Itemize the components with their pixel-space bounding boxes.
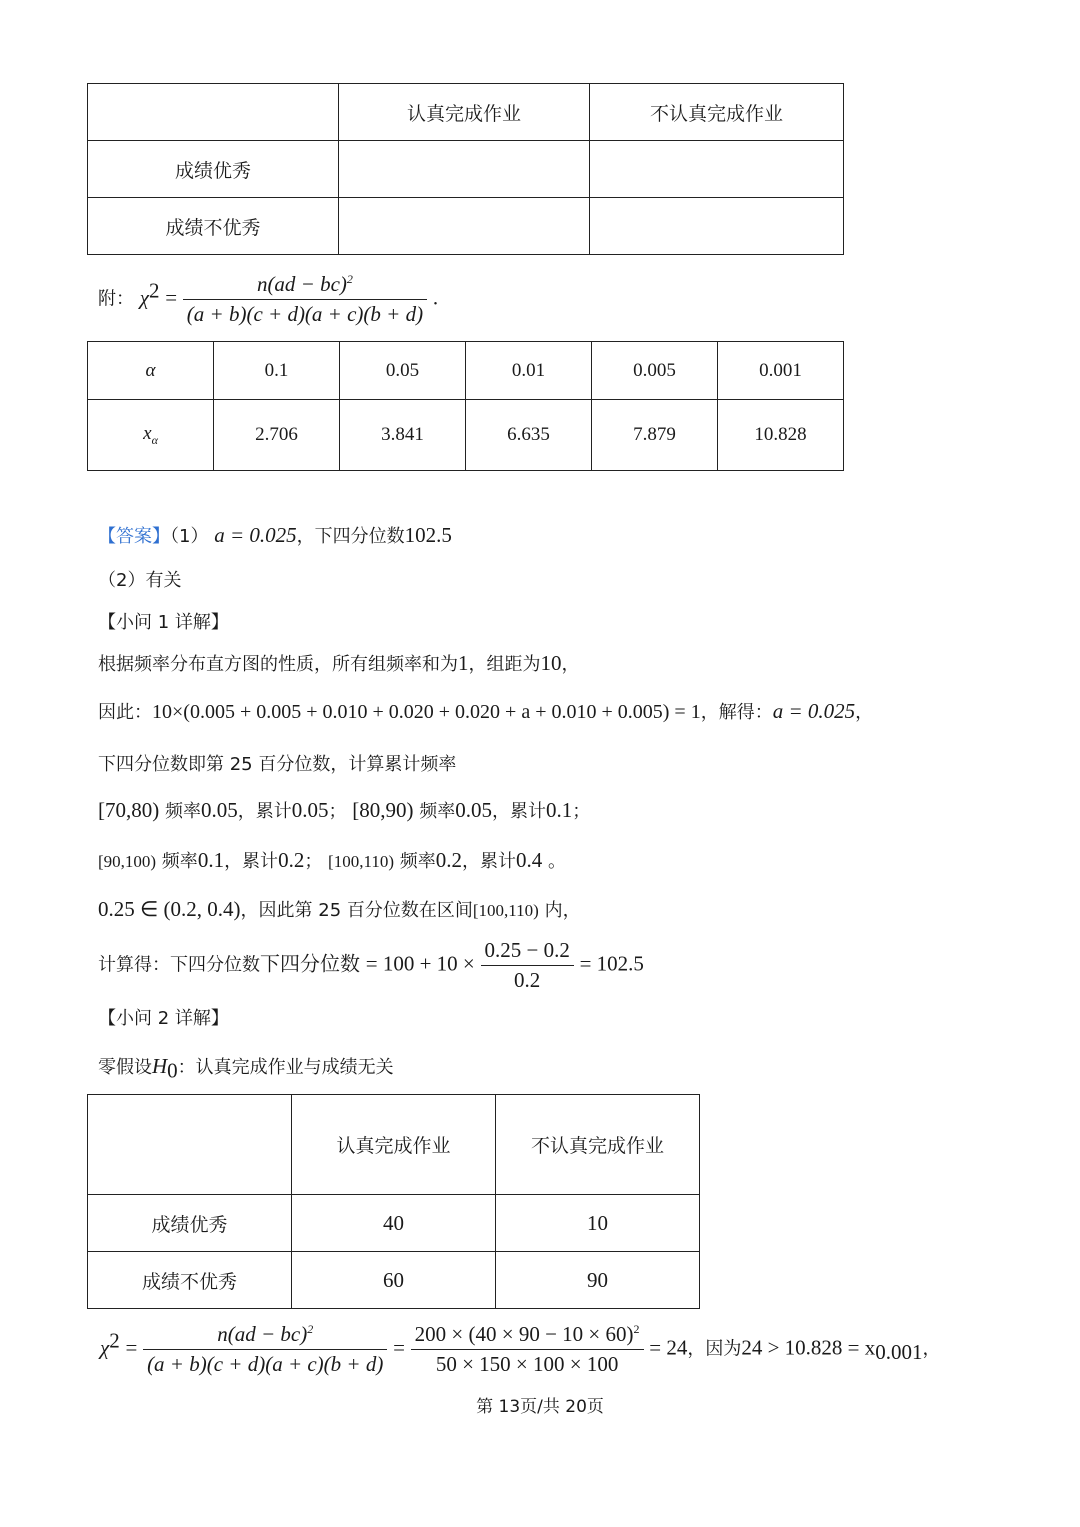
sub2-heading: 【小问 2 详解】 — [98, 1008, 229, 1029]
alpha-value: 0.1 — [214, 342, 340, 400]
answer-part1-text: ，下四分位数 — [296, 526, 405, 547]
cum-label: ，累计 — [491, 801, 546, 822]
x-alpha-value: 6.635 — [466, 400, 592, 471]
cum-value: 0.1 — [545, 798, 573, 822]
sub1-l1-end: ， — [561, 654, 580, 675]
sub1-line4 — [98, 797, 590, 823]
cum-value: 0.05 — [291, 798, 329, 822]
cum-label: ，累计 — [461, 851, 516, 872]
table-cell — [88, 84, 339, 141]
x-alpha-label — [88, 400, 214, 471]
separator: 。 — [542, 851, 566, 872]
sub1-l7-fraction — [481, 938, 574, 993]
table-row — [88, 1195, 700, 1252]
calc-fraction-1 — [143, 1322, 387, 1377]
table-row — [88, 1252, 700, 1309]
calc-eq2: = — [393, 1335, 405, 1360]
sub1-l7-prefix: 计算得：下四分位数 — [98, 954, 260, 976]
formula-numerator: n(ad − bc) — [256, 272, 347, 296]
table-cell — [590, 141, 844, 198]
x-alpha-value: 7.879 — [592, 400, 718, 471]
x-alpha-value: 3.841 — [340, 400, 466, 471]
calc-num2-sup: 2 — [633, 1322, 640, 1336]
sub1-l2-result: a = 0.025 — [772, 699, 856, 723]
contingency-table-filled — [87, 1094, 700, 1309]
calc-compare: 24 > 10.828 = x — [741, 1335, 876, 1360]
calc-den1: (a + b)(c + d)(a + c)(b + d) — [147, 1352, 384, 1376]
calc-num1: n(ad − bc) — [217, 1322, 308, 1346]
separator: ； — [572, 801, 591, 822]
table-cell: 90 — [496, 1252, 700, 1309]
x-alpha-sub: α — [151, 432, 158, 447]
sub1-l6-math: 0.25 ∈ (0.2, 0.4) — [98, 897, 241, 921]
answer-part1-prefix: （1） — [170, 526, 209, 547]
alpha-value: 0.005 — [592, 342, 718, 400]
table-cell: 40 — [292, 1195, 496, 1252]
sub1-l2-prefix: 因此： — [98, 702, 152, 723]
chi-square-calculation — [100, 1322, 941, 1377]
freq-value: 0.2 — [435, 848, 462, 872]
calc-eq1: = — [125, 1335, 138, 1360]
answer-tag: 【答案】 — [98, 526, 170, 547]
table-cell — [339, 141, 590, 198]
freq-label: 频率 — [413, 801, 456, 822]
null-hypothesis — [98, 1053, 394, 1084]
formula-lhs-sup: 2 — [148, 278, 160, 303]
sub1-l1-text: 根据频率分布直方图的性质，所有组频率和为 — [98, 654, 458, 675]
freq-value: 0.05 — [200, 798, 238, 822]
answer-part1-value: 102.5 — [404, 523, 452, 547]
sub1-l7-label: 下四分位数 — [260, 951, 360, 976]
h0-sub: 0 — [167, 1058, 178, 1083]
calc-den2: 50 × 150 × 100 × 100 — [435, 1352, 619, 1376]
sub1-l6-interval: [100,110) — [472, 901, 539, 920]
calc-lhs: χ — [100, 1335, 110, 1360]
freq-value: 0.05 — [455, 798, 492, 822]
formula-label: 附： — [98, 288, 134, 310]
calc-num1-sup: 2 — [307, 1322, 314, 1336]
sub1-line7 — [98, 938, 644, 993]
freq-value: 0.1 — [197, 848, 225, 872]
table-header-row — [88, 1095, 700, 1195]
x-alpha-symbol: x — [143, 422, 152, 444]
sub1-l2-end: ， — [855, 702, 874, 723]
freq-label: 频率 — [394, 851, 436, 872]
h0-prefix: 零假设 — [98, 1057, 152, 1078]
sub1-line2 — [98, 698, 873, 724]
cum-label: ，累计 — [224, 851, 279, 872]
sub1-l7-math: = 100 + 10 × — [365, 951, 475, 976]
sub1-l7-num: 0.25 − 0.2 — [481, 938, 574, 966]
sub1-l1-v2: 10 — [540, 651, 562, 675]
sub1-line1 — [98, 650, 580, 676]
table-cell: 认真完成作业 — [339, 84, 590, 141]
sub1-l7-den: 0.2 — [514, 968, 541, 992]
x-alpha-value: 2.706 — [214, 400, 340, 471]
calc-text: ，因为 — [687, 1338, 742, 1360]
alpha-value: 0.001 — [718, 342, 844, 400]
formula-fraction — [183, 272, 427, 327]
calc-num2: 200 × (40 × 90 − 10 × 60) — [414, 1322, 634, 1346]
critical-value-table — [87, 341, 844, 471]
formula-denominator: (a + b)(c + d)(a + c)(b + d) — [186, 302, 424, 326]
sub1-line6 — [98, 896, 581, 922]
x-alpha-row — [88, 400, 844, 471]
cum-value: 0.2 — [278, 848, 305, 872]
formula-numerator-sup: 2 — [346, 272, 353, 286]
sub1-l7-result: = 102.5 — [579, 951, 644, 976]
calc-fraction-2 — [411, 1322, 644, 1377]
interval: [100,110) — [328, 852, 394, 871]
alpha-value: 0.01 — [466, 342, 592, 400]
cum-value: 0.4 — [515, 848, 543, 872]
formula-lhs: χ — [139, 285, 149, 310]
chi-square-formula — [98, 272, 438, 327]
h0-symbol: H — [152, 1054, 168, 1078]
calc-compare-sub: 0.001 — [875, 1340, 923, 1365]
alpha-value: 0.05 — [340, 342, 466, 400]
answer-part2: （2）有关 — [98, 570, 182, 591]
alpha-row — [88, 342, 844, 400]
contingency-table-empty — [87, 83, 844, 255]
table-row — [88, 141, 844, 198]
table-cell: 成绩优秀 — [88, 1195, 292, 1252]
table-cell — [590, 198, 844, 255]
cum-label: ，累计 — [237, 801, 292, 822]
interval: [90,100) — [98, 852, 157, 871]
sub1-line3: 下四分位数即第 25 百分位数，计算累计频率 — [98, 754, 457, 775]
freq-label: 频率 — [156, 851, 198, 872]
separator: ； — [328, 801, 347, 822]
interval: [70,80) — [98, 798, 160, 822]
sub1-l6-text: ，因此第 25 百分位数在区间 — [240, 900, 473, 921]
sub1-l2-math: 10×(0.005 + 0.005 + 0.010 + 0.020 + 0.020 + a + 0.010 + 0.005) = 1 — [152, 701, 701, 723]
table-row — [88, 198, 844, 255]
sub1-l6-end: 内， — [538, 900, 581, 921]
sub1-l1-v1: 1 — [458, 651, 469, 675]
sub1-line5 — [98, 847, 566, 873]
interval: [80,90) — [352, 798, 414, 822]
table-cell: 成绩优秀 — [88, 141, 339, 198]
table-cell: 不认真完成作业 — [496, 1095, 700, 1195]
answer-line — [98, 522, 452, 548]
h0-text: ：认真完成作业与成绩无关 — [177, 1057, 394, 1078]
table-cell — [339, 198, 590, 255]
sub1-heading: 【小问 1 详解】 — [98, 612, 229, 633]
x-alpha-value: 10.828 — [718, 400, 844, 471]
table-cell: 成绩不优秀 — [88, 198, 339, 255]
table-cell — [88, 1095, 292, 1195]
separator: ； — [304, 851, 323, 872]
calc-lhs-sup: 2 — [109, 1328, 120, 1353]
sub1-l2-mid: ，解得： — [700, 702, 773, 723]
freq-label: 频率 — [159, 801, 201, 822]
formula-eq: = — [165, 285, 178, 310]
answer-part1-math: a = 0.025 — [214, 523, 297, 547]
table-cell: 不认真完成作业 — [590, 84, 844, 141]
table-cell: 认真完成作业 — [292, 1095, 496, 1195]
table-cell: 60 — [292, 1252, 496, 1309]
table-cell: 成绩不优秀 — [88, 1252, 292, 1309]
table-header-row — [88, 84, 844, 141]
page-footer: 第 13页/共 20页 — [476, 1397, 604, 1417]
calc-end: ， — [922, 1338, 941, 1360]
sub1-l1-mid: ，组距为 — [468, 654, 541, 675]
calc-result: = 24 — [649, 1335, 688, 1360]
formula-end: . — [432, 285, 439, 310]
alpha-label: α — [88, 342, 214, 400]
table-cell: 10 — [496, 1195, 700, 1252]
